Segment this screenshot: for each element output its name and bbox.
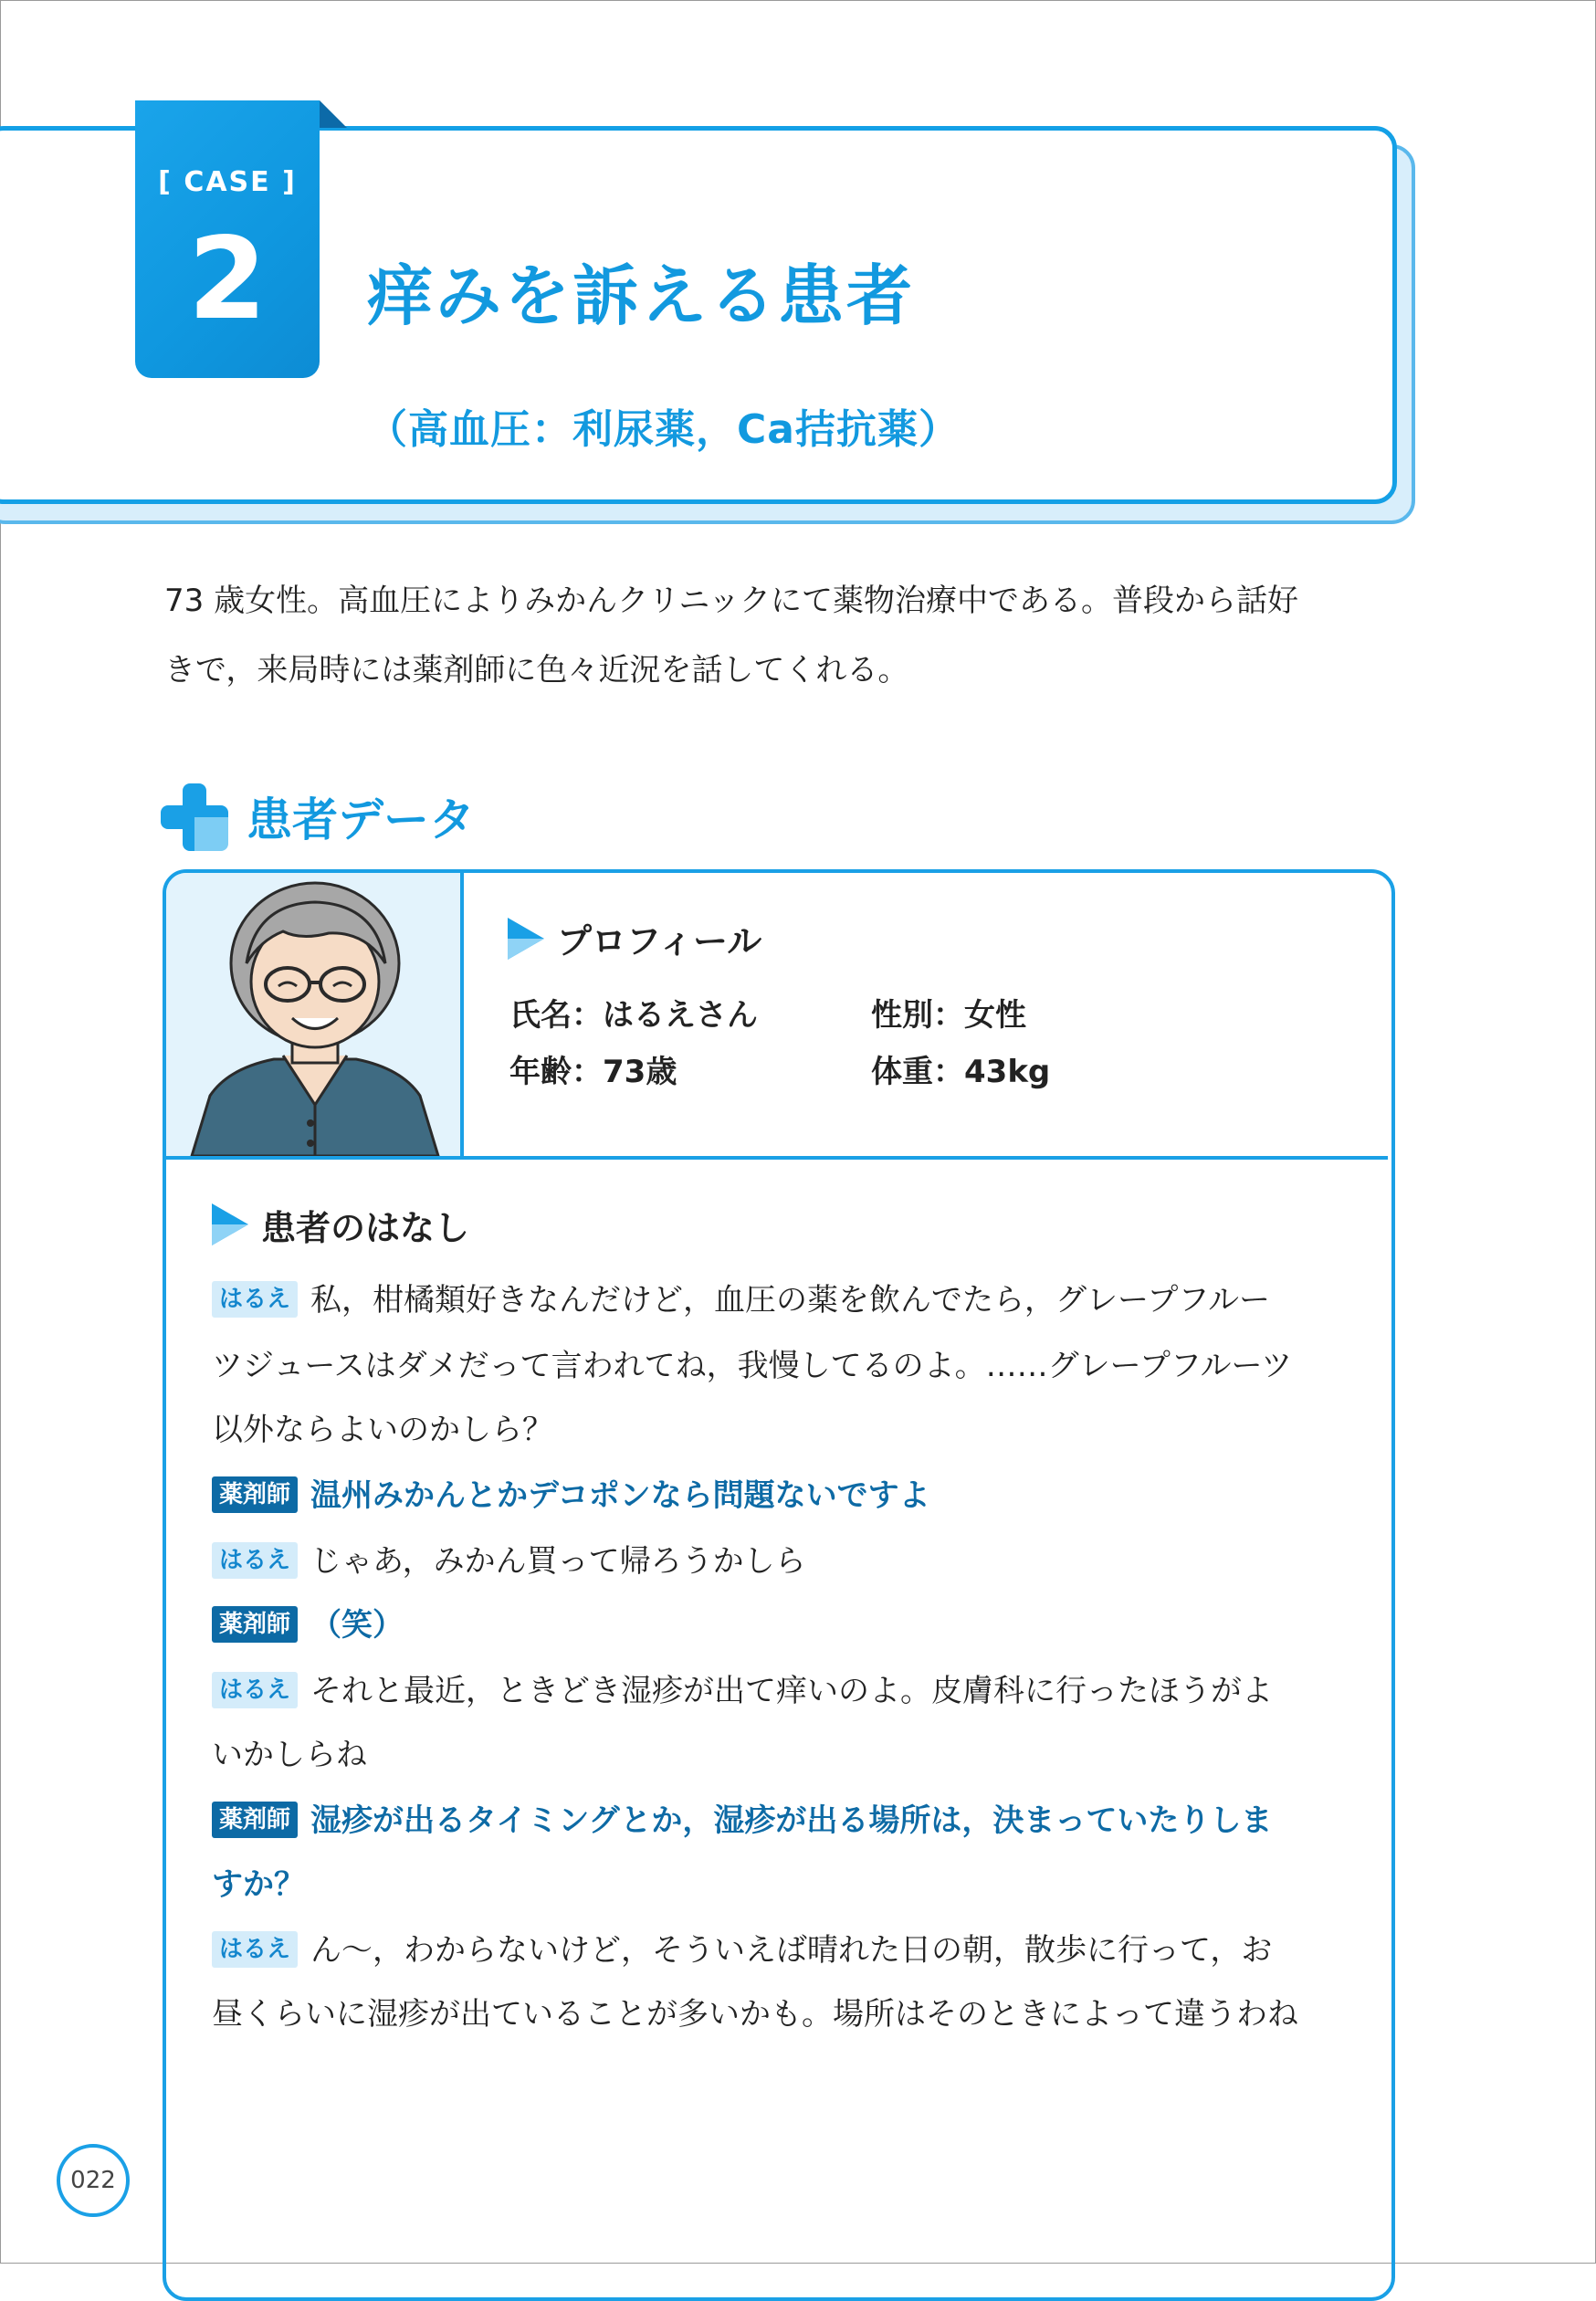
page-title: 痒みを訴える患者 [367,257,916,334]
dialogue-line [212,1665,1353,1710]
profile-name: 氏名：はるえさん [509,997,758,1034]
dialogue-line [212,1729,1353,1774]
tab-fold [320,100,347,128]
dialogue-text-pharmacist: 湿疹が出るタイミングとか，湿疹が出る場所は，決まっていたりしま [310,1802,1273,1839]
dialogue-text: それと最近，ときどき湿疹が出て痒いのよ。皮膚科に行ったほうがよ [310,1673,1274,1709]
dialogue-text: ツジュースはダメだって言われてね，我慢してるのよ。……グレープフルーツ [212,1348,1293,1384]
triangle-bullet-icon [212,1203,248,1245]
card-divider [166,1156,1388,1160]
case-label: [ CASE ] [158,166,297,198]
case-number: 2 [187,214,268,345]
dialogue-text-pharmacist: すか？ [212,1866,305,1903]
dialogue-line [212,1600,1353,1644]
speaker-tag-patient: はるえ [212,1542,298,1579]
triangle-bullet-icon [508,918,544,960]
dialogue-text: 昼くらいに湿疹が出ていることが多いかも。場所はそのときによって違うわね [212,1996,1298,2033]
dialogue-line [212,1404,1353,1449]
patient-portrait-image [173,877,457,1156]
dialogue-text-pharmacist: 温州みかんとかデコポンなら問題ないですよ [310,1477,930,1514]
dialogue-line [212,1536,1353,1581]
dialogue-text: ん〜，わからないけど，そういえば晴れた日の朝，散歩に行って，お [310,1932,1273,1969]
speaker-tag-pharmacist: 薬剤師 [212,1606,298,1643]
dialogue-line [212,1925,1353,1970]
dialogue-line [212,1470,1353,1515]
intro-line: 73 歳女性。高血圧によりみかんクリニックにて薬物治療中である。普段から話好 [164,583,1299,619]
profile-weight: 体重：43kg [871,1054,1051,1090]
dialogue-line [212,1275,1353,1319]
dialogue-line [212,1989,1353,2033]
profile-age: 年齢：73歳 [509,1054,677,1090]
portrait-divider [460,873,464,1158]
intro-line: きで，来局時には薬剤師に色々近況を話してくれる。 [164,652,909,688]
speaker-tag-pharmacist: 薬剤師 [212,1802,298,1838]
dialogue-text: いかしらね [212,1737,367,1773]
section-title: 患者データ [247,793,475,846]
dialogue-line [212,1795,1353,1840]
page-number: 022 [57,2144,130,2217]
dialogue-text-pharmacist: （笑） [310,1607,404,1644]
speaker-tag-patient: はるえ [212,1931,298,1968]
case-tab [135,100,320,378]
speaker-tag-patient: はるえ [212,1281,298,1318]
profile-gender: 性別：女性 [871,997,1026,1034]
profile-heading: プロフィール [557,921,762,961]
speaker-tag-patient: はるえ [212,1672,298,1708]
dialogue-line [212,1859,1353,1904]
plus-icon [161,783,228,851]
dialogue-line [212,1340,1353,1385]
story-heading: 患者のはなし [261,1208,470,1248]
dialogue-text: 以外ならよいのかしら？ [212,1412,553,1448]
page-subtitle: （高血圧：利尿薬，Ca拮抗薬） [367,406,960,453]
intro-paragraph [164,566,1397,705]
dialogue-text: 私，柑橘類好きなんだけど，血圧の薬を飲んでたら，グレープフルー [310,1282,1270,1319]
speaker-tag-pharmacist: 薬剤師 [212,1476,298,1513]
dialogue-text: じゃあ，みかん買って帰ろうかしら [310,1543,806,1580]
